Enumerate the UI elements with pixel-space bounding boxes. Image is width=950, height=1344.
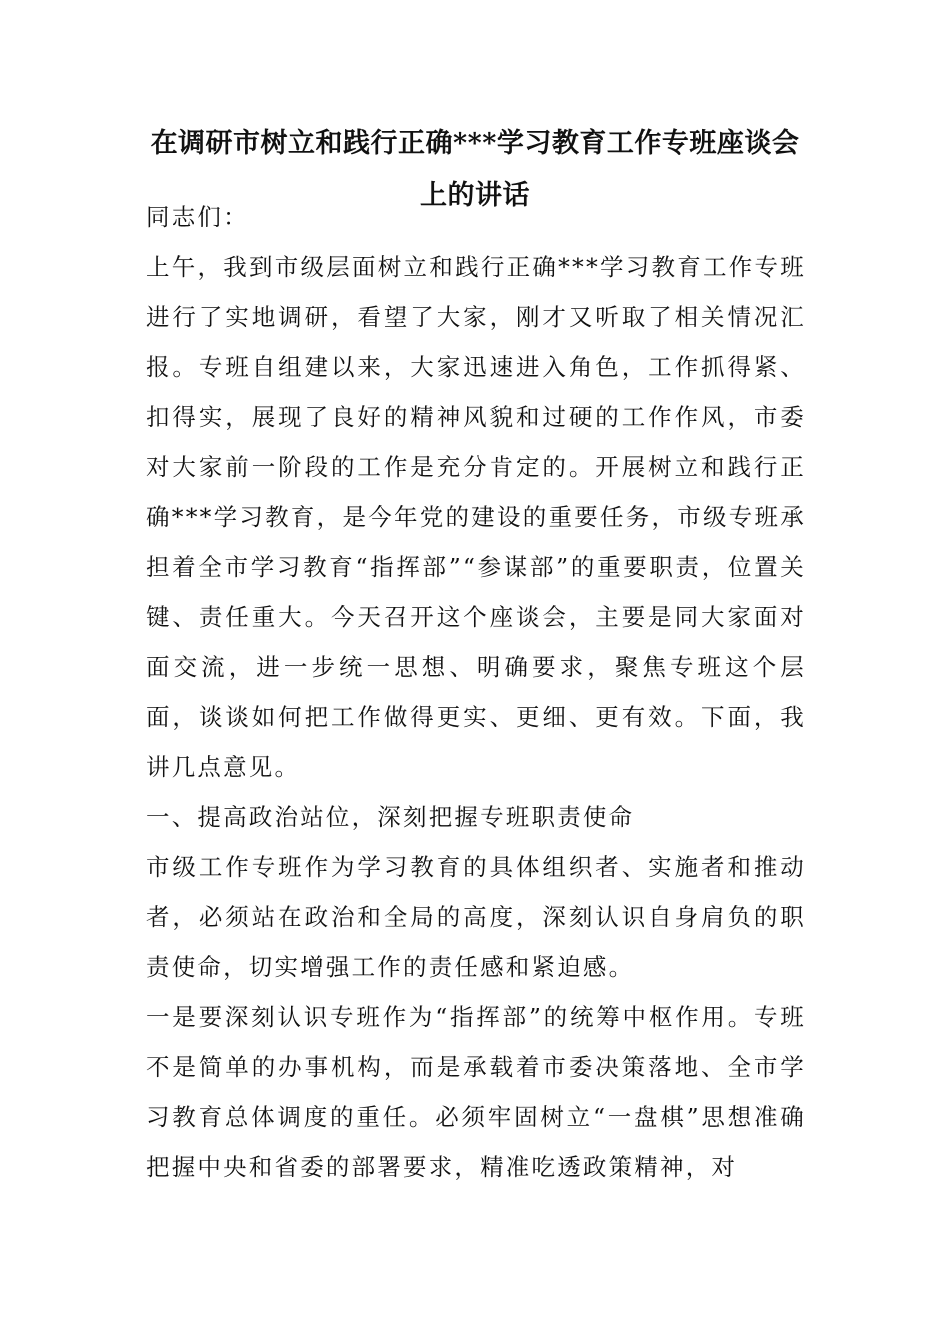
document-body xyxy=(146,192,806,1192)
paragraph-point-one: 一是要深刻认识专班作为“指挥部”的统筹中枢作用。专班不是简单的办事机构，而是承载着市委决策落地、全市学习教育总体调度的重任。必须牢固树立“一盘棋”思想准确把握中央和省委的部署要求，精准吃透政策精神，对 xyxy=(146,1003,806,1181)
section-heading: 一、提高政治站位，深刻把握专班职责使命 xyxy=(146,803,635,831)
paragraph-section-intro: 市级工作专班作为学习教育的具体组织者、实施者和推动者，必须站在政治和全局的高度，深刻认识自身肩负的职责使命，切实增强工作的责任感和紧迫感。 xyxy=(146,853,806,981)
salutation: 同志们： xyxy=(146,203,249,231)
document-title: 在调研市树立和践行正确***学习教育工作专班座谈会上的讲话 xyxy=(150,128,800,211)
paragraph-intro: 上午，我到市级层面树立和践行正确***学习教育工作专班进行了实地调研，看望了大家，刚才又听取了相关情况汇报。专班自组建以来，大家迅速进入角色，工作抓得紧、扣得实，展现了良好的精神风貌和过硬的工作作风，市委对大家前一阶段的工作是充分肯定的。开展树立和践行正确***学习教育，是今年党的建设的重要任务，市级专班承担着全市学习教育“指挥部”“参谋部”的重要职责，位置关键、责任重大。今天召开这个座谈会，主要是同大家面对面交流，进一步统一思想、明确要求，聚焦专班这个层面，谈谈如何把工作做得更实、更细、更有效。下面，我讲几点意见。 xyxy=(146,253,806,781)
